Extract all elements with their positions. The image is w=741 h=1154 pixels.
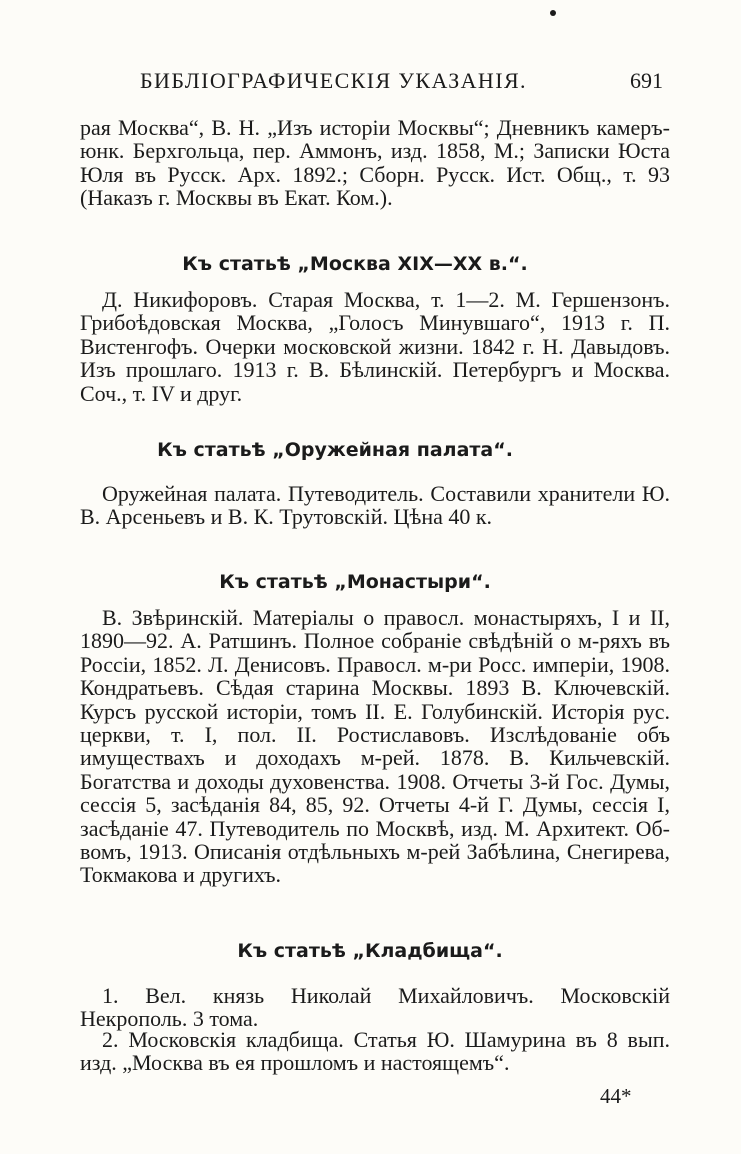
page-mark: [550, 10, 556, 16]
paragraph-armoury-bibliography: Оружейная палата. Путеводитель. Составили хранители Ю. В. Арсеньевъ и В. К. Трутовскій. Цѣна 40 к.: [80, 481, 670, 530]
paragraph-continuation: рая Москва“, В. Н. „Изъ исторіи Москвы“; Дневникъ камеръ-юнк. Берхгольца, пер. Аммонъ, изд. 1858, М.; Записки Юста Юля въ Русск. Арх. 1892.; Сборн. Русск. Ист. Общ., т. 93 (Наказъ г. Москвы въ Екат. Ком.).: [80, 115, 670, 211]
paragraph-moscow-bibliography: Д. Никифоровъ. Старая Москва, т. 1—2. М. Гершензонъ. Грибоѣдовская Москва, „Голосъ Минувшаго“, 1913 г. П. Вистенгофъ. Очерки московской жизни. 1842 г. Н. Давыдовъ. Изъ прошлаго. 1913 г. В. Бѣлинскій. Петербургъ и Москва. Соч., т. IV и друг.: [80, 287, 670, 406]
printer-signature: 44*: [600, 1084, 632, 1108]
paragraph-monasteries-bibliography: В. Звѣринскій. Матеріалы о правосл. монастыряхъ, I и II, 1890—92. А. Ратшинъ. Полное собраніе свѣдѣній о м-ряхъ въ Россіи, 1852. Л. Денисовъ. Правосл. м-ри Росс. имперіи, 1908. Кондратьевъ. Сѣдая старина Москвы. 1893 В. Ключевскій. Курсъ русской исторіи, томъ II. Е. Голубинскій. Исторія рус. церкви, т. I, пол. II. Ростиславовъ. Изслѣдованіе объ имуществахъ и доходахъ м-рей. 1878. В. Кильчевскій. Богатства и доходы духовенства. 1908. Отчеты 3-й Гос. Думы, сессія 5, засѣданія 84, 85, 92. Отчеты 4-й Г. Думы, сессія I, засѣданіе 47. Путеводитель по Москвѣ, изд. М. Архитект. Об-вомъ, 1913. Описанія отдѣльныхъ м-рей Забѣлина, Снегирева, Токмакова и другихъ.: [80, 605, 670, 888]
running-head: БИБЛІОГРАФИЧЕСКІЯ УКАЗАНІЯ.: [140, 68, 527, 93]
list-item-cemeteries-2: 2. Московскія кладбища. Статья Ю. Шамурина въ 8 вып. изд. „Москва въ ея прошломъ и настоящемъ“.: [80, 1027, 670, 1076]
page-number: 691: [630, 68, 663, 93]
section-heading-moscow-19-20: Къ статьѣ „Москва XIX—XX в.“.: [182, 253, 528, 275]
list-item-cemeteries-1: 1. Вел. князь Николай Михайловичъ. Московскій Некрополь. 3 тома.: [80, 983, 670, 1032]
section-heading-armoury: Къ статьѣ „Оружейная палата“.: [157, 439, 513, 461]
section-heading-monasteries: Къ статьѣ „Монастыри“.: [219, 571, 491, 593]
section-heading-cemeteries: Къ статьѣ „Кладбища“.: [237, 940, 503, 962]
